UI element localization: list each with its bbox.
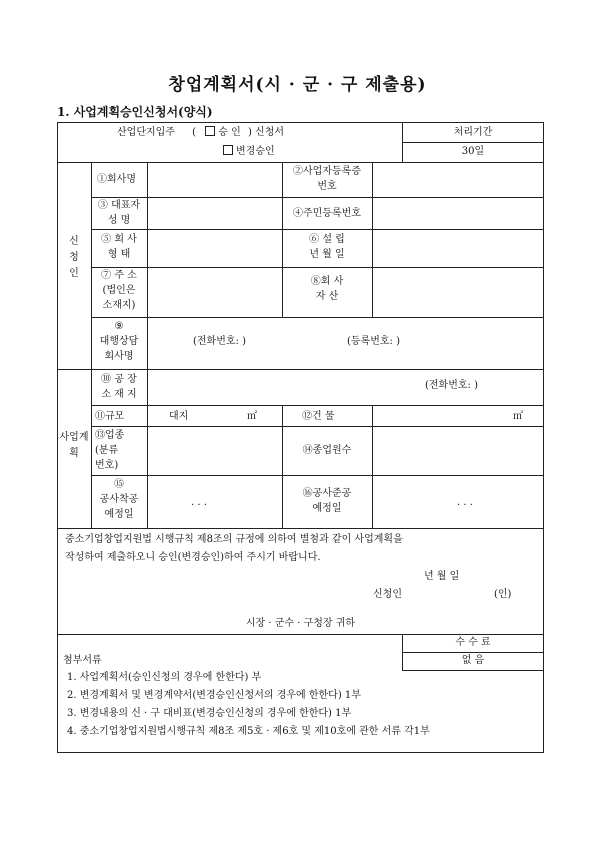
date-line: 년 월 일 (424, 571, 460, 582)
attachment-item: 3. 변경내용의 신 · 구 대비표(변경승인신청의 경우에 한한다) 1부 (67, 708, 352, 719)
agency-phone: (전화번호: ) (193, 336, 246, 347)
industry-label: ⑬업종 (분류 번호) (95, 430, 125, 471)
change-approval-checkbox[interactable] (223, 145, 233, 155)
establish-date-label: ⑥ 설 립 년 월 일 (309, 234, 345, 260)
business-plan-section-label: 사업계 획 (59, 432, 89, 459)
applicant-signature-label: 신청인 (373, 589, 402, 600)
employees-label: ⑭종업원수 (302, 445, 352, 456)
change-approval-label: 변경승인 (236, 146, 275, 157)
close-paren: ) (247, 127, 252, 138)
construction-start-date: . . . (191, 497, 207, 508)
agency-label: ⑨ 대행상담 회사명 (99, 321, 139, 362)
apply-type-prefix: 산업단지입주 (117, 127, 175, 138)
approval-checkbox[interactable] (205, 126, 215, 136)
open-paren: ( (192, 127, 197, 138)
form-subtitle: 1. 사업계획승인신청서(양식) (57, 105, 213, 119)
attachments-heading: 첨부서류 (63, 655, 102, 666)
completion-label: ⑯공사준공 예정일 (302, 488, 352, 514)
company-name-label: ①회사명 (97, 174, 136, 185)
construction-start-label: ⑮ 공사착공 예정일 (99, 479, 139, 520)
address-label: ⑦ 주 소 (법인은 소재지) (101, 270, 137, 311)
representative-label: ③ 대표자 성 명 (97, 200, 141, 226)
factory-phone: (전화번호: ) (425, 380, 478, 391)
statement-line-2: 작성하여 제출하오니 승인(변경승인)하여 주시기 바랍니다. (65, 552, 321, 563)
completion-date: . . . (457, 497, 473, 508)
land-unit: ㎡ (247, 411, 257, 422)
seal-mark: (인) (494, 589, 512, 600)
addressee: 시장 · 군수 · 구청장 귀하 (245, 618, 356, 629)
fee-value: 없 음 (461, 655, 485, 666)
scale-label: ⑪규모 (95, 411, 125, 422)
apply-type-suffix: 신청서 (255, 127, 285, 138)
attachment-item: 4. 중소기업창업지원법시행규칙 제8조 제5호 · 제6호 및 제10호에 관한 서류 각1부 (67, 726, 430, 737)
company-type-label: ⑤ 회 사 형 태 (101, 234, 137, 260)
statement-line-1: 중소기업창업지원법 시행규칙 제8조의 규정에 의하여 별첨과 같이 사업계획을 (65, 534, 403, 545)
resident-reg-no-label: ④주민등록번호 (293, 208, 361, 219)
company-assets-label: ⑧회 사 자 산 (310, 276, 344, 302)
form-title: 창업계획서(시 · 군 · 구 제출용) (168, 75, 427, 95)
business-reg-no-label: ②사업자등록증 번호 (293, 166, 361, 192)
application-form (57, 122, 544, 753)
applicant-section-label: 신 청 인 (69, 236, 79, 279)
fee-label: 수 수 료 (455, 637, 491, 648)
approval-option-label: 승 인 (218, 127, 241, 138)
building-unit: ㎡ (513, 411, 523, 422)
processing-period-label: 처리기간 (453, 127, 493, 138)
factory-location-label: ⑩ 공 장 소 재 지 (101, 374, 137, 400)
building-label: ⑫건 물 (302, 411, 335, 422)
attachment-item: 1. 사업계획서(승인신청의 경우에 한한다) 부 (67, 672, 262, 683)
agency-reg-no: (등록번호: ) (347, 336, 400, 347)
land-label: 대지 (169, 411, 189, 422)
attachment-item: 2. 변경계획서 및 변경계약서(변경승인신청서의 경우에 한한다) 1부 (67, 690, 361, 701)
processing-period-value: 30일 (461, 146, 485, 157)
